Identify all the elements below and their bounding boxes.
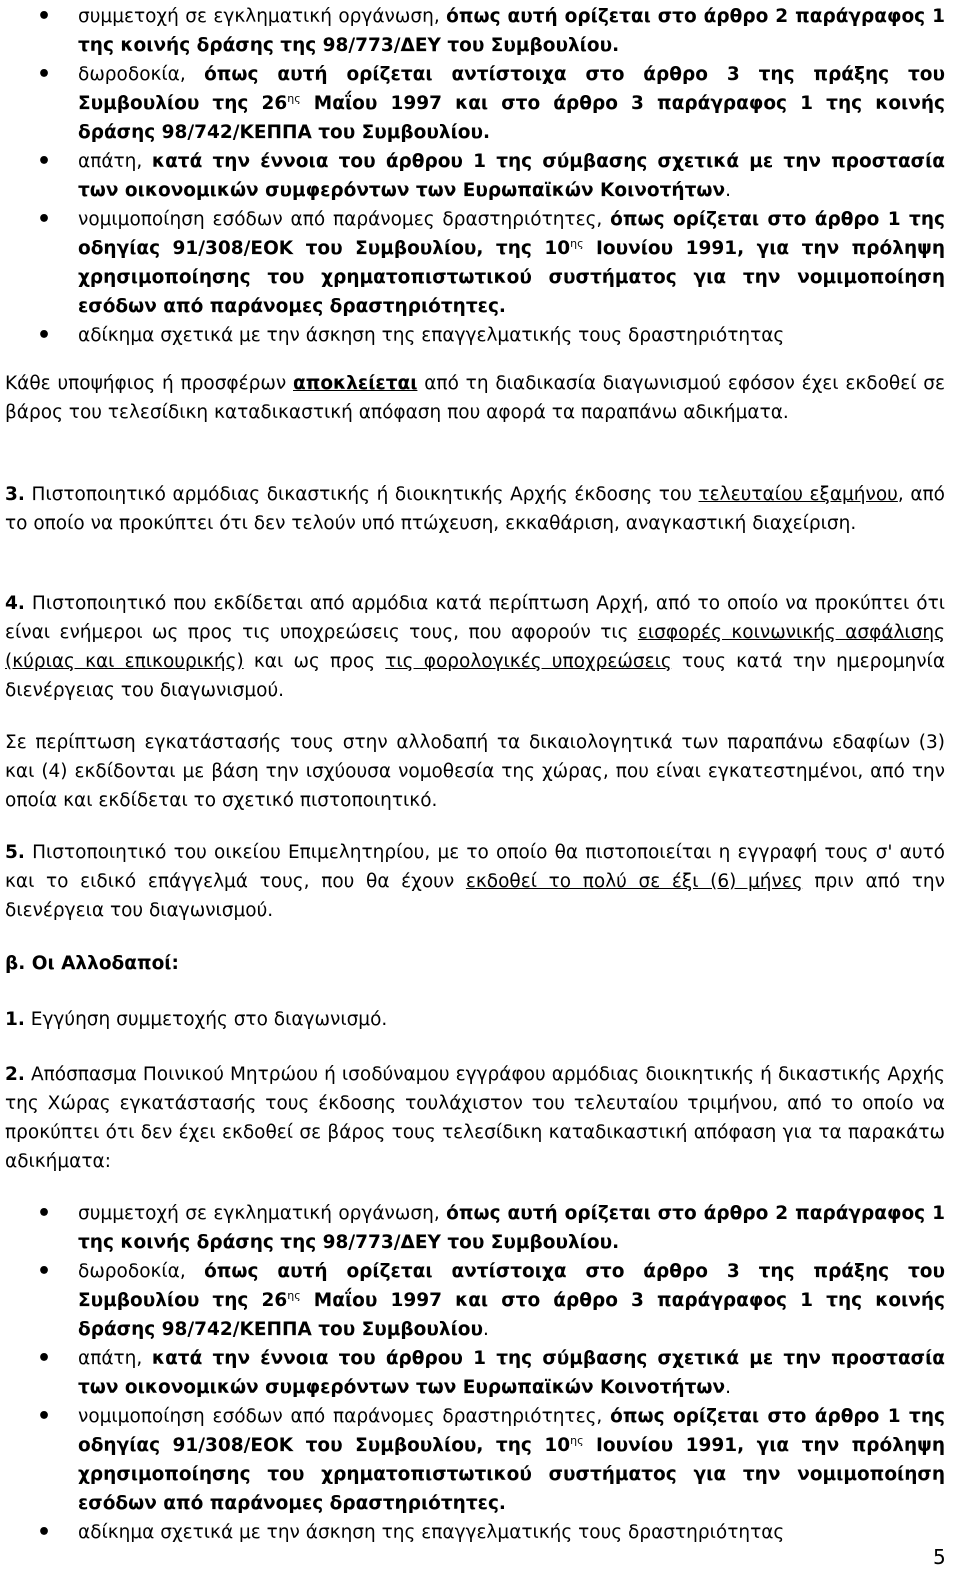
offence-list-bottom	[5, 1199, 945, 1547]
foreigners-item-1: 1. Εγγύηση συμμετοχής στο διαγωνισμό.	[5, 1009, 388, 1030]
list-item: • συμμετοχή σε εγκληματική οργάνωση, όπως αυτή ορίζεται στο άρθρο 2 παράγραφος 1 της κοινής δράσης της 98/773/ΔΕΥ του Συμβουλίου.	[5, 1199, 945, 1257]
certificate-4-paragraph: 4. Πιστοποιητικό που εκδίδεται από αρμόδια κατά περίπτωση Αρχή, από το οποίο να προκύπτει ότι είναι ενήμεροι ως προς τις υποχρεώσεις τους, που αφορούν τις εισφορές κοινωνικής ασφάλισης (κύριας και επικουρικής) και ως προς τις φορολογικές υποχρεώσεις τους κατά την ημερομηνία διενέργειας του διαγωνισμού.	[5, 593, 946, 701]
list-item: • απάτη, κατά την έννοια του άρθρου 1 της σύμβασης σχετικά με την προστασία των οικονομικών συμφερόντων των Ευρωπαϊκών Κοινοτήτων.	[5, 147, 945, 205]
certificate-3-paragraph: 3. Πιστοποιητικό αρμόδιας δικαστικής ή διοικητικής Αρχής έκδοσης του τελευταίου εξαμήνου, από το οποίο να προκύπτει ότι δεν τελούν υπό πτώχευση, εκκαθάριση, αναγκαστική διαχείριση.	[5, 484, 945, 534]
certificate-5-paragraph: 5. Πιστοποιητικό του οικείου Επιμελητηρίου, με το οποίο θα πιστοποιείται η εγγραφή τους σ' αυτό και το ειδικό επάγγελμά τους, που θα έχουν εκδοθεί το πολύ σε έξι (6) μήνες πριν από την διενέργεια του διαγωνισμού.	[5, 842, 945, 921]
list-item: • αδίκημα σχετικά με την άσκηση της επαγγελματικής τους δραστηριότητας	[5, 1518, 945, 1547]
list-item: • νομιμοποίηση εσόδων από παράνομες δραστηριότητες, όπως ορίζεται στο άρθρο 1 της οδηγίας 91/308/ΕΟΚ του Συμβουλίου, της $10^{\eta\varsigma}$ Ιουνίου 1991, για την πρόληψη χρησιμοποίησης του χρηματοπιστωτικού συστήματος για την νομιμοποίηση εσόδων από παράνομες δραστηριότητες.	[5, 205, 945, 321]
offence-list-top	[5, 2, 945, 350]
foreigners-item-2: 2. Απόσπασμα Ποινικού Μητρώου ή ισοδύναμου εγγράφου αρμόδιας διοικητικής ή δικαστικής Αρχής της Χώρας εγκατάστασής τους έκδοσης τουλάχιστον του τελευταίου τριμήνου, από το οποίο να προκύπτει ότι δεν έχει εκδοθεί σε βάρος τους τελεσίδικη καταδικαστική απόφαση για τα παρακάτω αδικήματα:	[5, 1064, 945, 1172]
list-item: • αδίκημα σχετικά με την άσκηση της επαγγελματικής τους δραστηριότητας	[5, 321, 945, 350]
abroad-paragraph: Σε περίπτωση εγκατάστασής τους στην αλλοδαπή τα δικαιολογητικά των παραπάνω εδαφίων (3) και (4) εκδίδονται με βάση την ισχύουσα νομοθεσία της χώρας, που είναι εγκατεστημένοι, από την οποία και εκδίδεται το σχετικό πιστοποιητικό.	[5, 732, 945, 811]
exclusion-paragraph: Κάθε υποψήφιος ή προσφέρων αποκλείεται από τη διαδικασία διαγωνισμού εφόσον έχει εκδοθεί σε βάρος του τελεσίδικη καταδικαστική απόφαση που αφορά τα παραπάνω αδικήματα.	[5, 373, 945, 423]
list-item: • νομιμοποίηση εσόδων από παράνομες δραστηριότητες, όπως ορίζεται στο άρθρο 1 της οδηγίας 91/308/ΕΟΚ του Συμβουλίου, της $10^{\eta\varsigma}$ Ιουνίου 1991, για την πρόληψη χρησιμοποίησης του χρηματοπιστωτικού συστήματος για την νομιμοποίηση εσόδων από παράνομες δραστηριότητες.	[5, 1402, 945, 1518]
list-item: • δωροδοκία, όπως αυτή ορίζεται αντίστοιχα στο άρθρο 3 της πράξης του Συμβουλίου της $26^{\eta\varsigma}$ Μαΐου 1997 και στο άρθρο 3 παράγραφος 1 της κοινής δράσης 98/742/ΚΕΠΠΑ του Συμβουλίου.	[5, 1257, 945, 1344]
list-item: • απάτη, κατά την έννοια του άρθρου 1 της σύμβασης σχετικά με την προστασία των οικονομικών συμφερόντων των Ευρωπαϊκών Κοινοτήτων.	[5, 1344, 945, 1402]
page-number: 5	[933, 1545, 946, 1569]
list-item: • δωροδοκία, όπως αυτή ορίζεται αντίστοιχα στο άρθρο 3 της πράξης του Συμβουλίου της $26^{\eta\varsigma}$ Μαΐου 1997 και στο άρθρο 3 παράγραφος 1 της κοινής δράσης 98/742/ΚΕΠΠΑ του Συμβουλίου.	[5, 60, 945, 147]
section-heading-foreigners: β. Οι Αλλοδαποί:	[5, 953, 179, 974]
list-item: • συμμετοχή σε εγκληματική οργάνωση, όπως αυτή ορίζεται στο άρθρο 2 παράγραφος 1 της κοινής δράσης της 98/773/ΔΕΥ του Συμβουλίου.	[5, 2, 945, 60]
